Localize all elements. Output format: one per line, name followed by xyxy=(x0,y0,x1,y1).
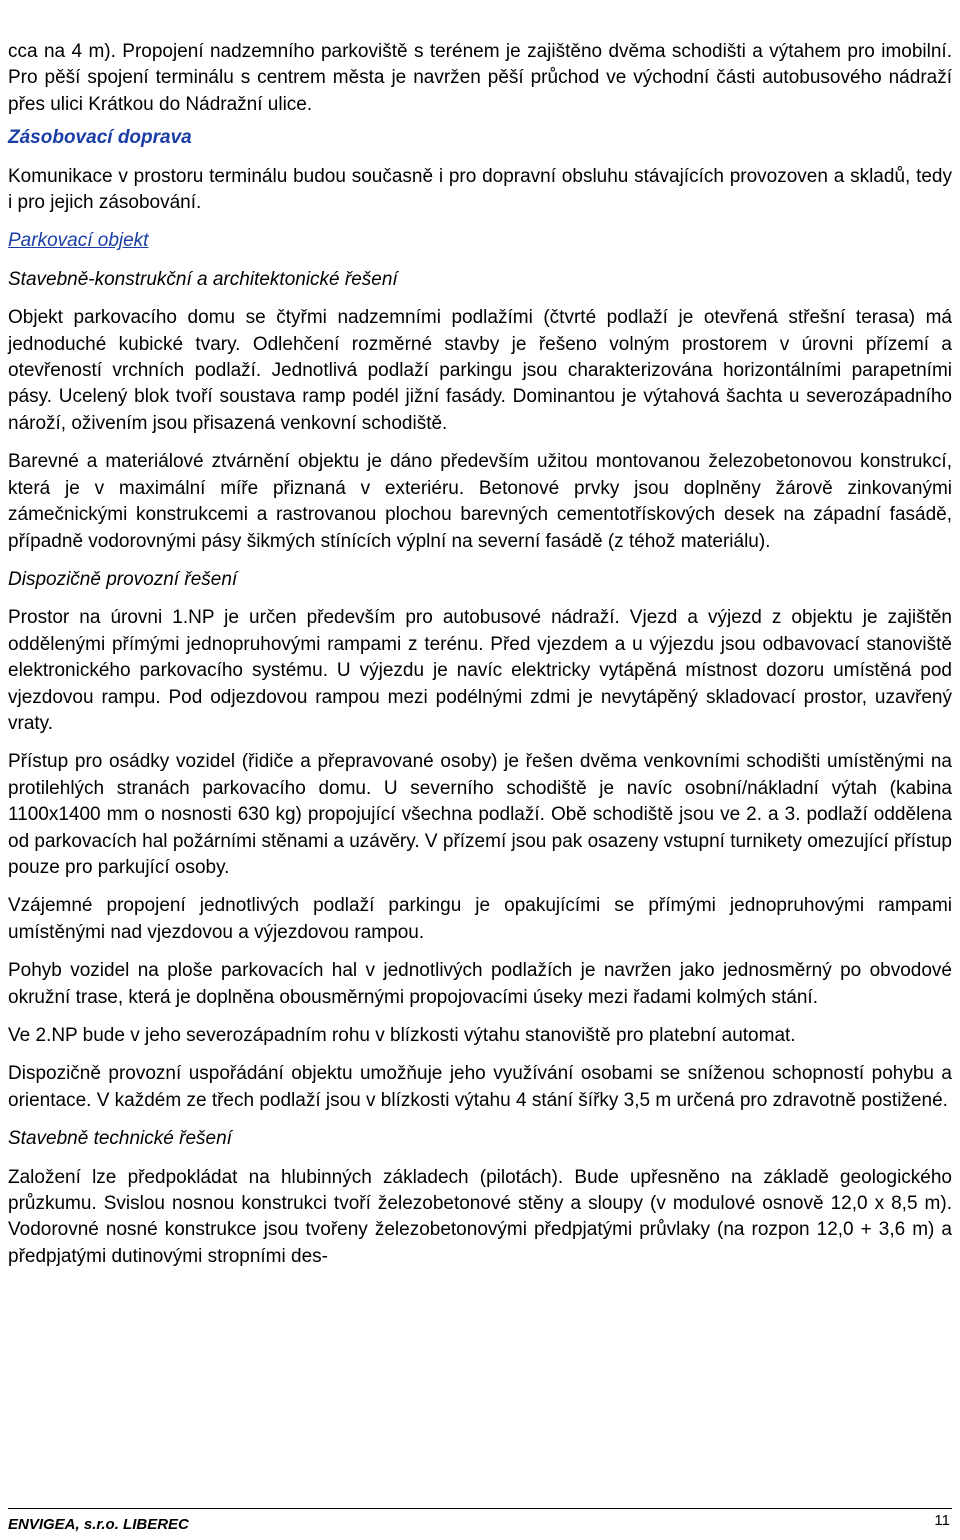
paragraph-intro: cca na 4 m). Propojení nadzemního parkoviště s terénem je zajištěno dvěma schodišti a výtahem pro imobilní. Pro pěší spojení terminálu s centrem města je navržen pěší průchod ve východní části autobusového nádraží přes ulici Krátkou do Nádražní ulice. xyxy=(8,41,952,115)
paragraph-object-description: Objekt parkovacího domu se čtyřmi nadzemními podlažími (čtvrté podlaží je otevřená střešní terasa) má jednoduché kubické tvary. Odlehčení rozměrné stavby je řešeno volným prostorem v úrovni přízemí a otevřeností vrchních podlaží. Jednotlivá podlaží parkingu jsou charakterizována horizontálními parapetními pásy. Ucelený blok tvoří soustava ramp podél jižní fasády. Dominantou je výtahová šachta u severozápadního nároží, oživením jsou přisazená venkovní schodiště. xyxy=(8,307,952,434)
document-page xyxy=(8,39,952,1270)
paragraph-payment: Ve 2.NP bude v jeho severozápadním rohu v blízkosti výtahu stanoviště pro platební automat. xyxy=(8,1025,796,1046)
paragraph-ramps: Vzájemné propojení jednotlivých podlaží parkingu je opakujícími se přímými jednopruhovými rampami umístěnými nad vjezdovou a výjezdovou rampou. xyxy=(8,895,952,943)
paragraph-materials: Barevné a materiálové ztvárnění objektu je dáno především užitou montovanou železobetonovou konstrukcí, která je v maximální míře přiznaná v exteriéru. Betonové prvky jsou doplněny žárově zinkovanými zámečnickými konstrukcemi a rastrovanou plochou barevných cementotřískových desek na západní fasádě, případně vodorovnými pásy šikmých stínících výplní na severní fasádě (z téhož materiálu). xyxy=(8,451,952,552)
heading-parking-object: Parkovací objekt xyxy=(8,230,149,252)
subheading-structural-architectural: Stavebně-konstrukční a architektonické řešení xyxy=(8,268,398,290)
paragraph-ground-floor: Prostor na úrovni 1.NP je určen především pro autobusové nádraží. Vjezd a výjezd z objektu je zajištěn oddělenými přímými jednopruhovými rampami z terénu. Před vjezdem a u výjezdu jsou odbavovací stanoviště elektronického parkovacího systému. U výjezdu je navíc elektricky vytápěná místnost dozoru umístěná pod vjezdovou rampu. Pod odjezdovou rampou mezi podélnými zdmi je nevytápěný skladovací prostor, uzavřený vraty. xyxy=(8,607,952,734)
paragraph-foundations: Založení lze předpokládat na hlubinných základech (pilotách). Bude upřesněno na základě geologického průzkumu. Svislou nosnou konstrukci tvoří železobetonové stěny a sloupy (v modulové osnově 12,0 x 8,5 m). Vodorovné nosné konstrukce jsou tvořeny železobetonovými předpjatými průvlaky (na rozpon 12,0 + 3,6 m) a předpjatými dutinovými stropními des- xyxy=(8,1166,952,1267)
subheading-layout-operation: Dispozičně provozní řešení xyxy=(8,568,238,590)
page-number: 11 xyxy=(934,1512,950,1529)
subheading-technical: Stavebně technické řešení xyxy=(8,1128,232,1150)
footer-company: ENVIGEA, s.r.o. LIBEREC xyxy=(8,1516,189,1533)
paragraph-accessibility: Dispozičně provozní uspořádání objektu umožňuje jeho využívání osobami se sníženou schopností pohybu a orientace. V každém ze třech podlaží jsou v blízkosti výtahu 4 stání šířky 3,5 m určená pro zdravotně postižené. xyxy=(8,1063,952,1111)
footer-divider xyxy=(8,1508,952,1509)
heading-supply-transport: Zásobovací doprava xyxy=(8,127,192,149)
paragraph-traffic-flow: Pohyb vozidel na ploše parkovacích hal v jednotlivých podlažích je navržen jako jednosměrný po obvodové okružní trase, která je doplněna obousměrnými propojovacími úseky mezi řadami kolmých stání. xyxy=(8,960,952,1008)
paragraph-supply: Komunikace v prostoru terminálu budou současně i pro dopravní obsluhu stávajících provozoven a skladů, tedy i pro jejich zásobování. xyxy=(8,165,952,214)
paragraph-access: Přístup pro osádky vozidel (řidiče a přepravované osoby) je řešen dvěma venkovními schodišti umístěnými na protilehlých stranách parkovacího domu. U severního schodiště je navíc osobní/nákladní výtah (kabina 1100x1400 mm o nosnosti 630 kg) propojující všechna podlaží. Obě schodiště jsou ve 2. a 3. podlaží oddělena od parkovacích hal požárními stěnami a uzávěry. V přízemí jsou pak osazeny vstupní turnikety omezující přístup pouze pro parkující osoby. xyxy=(8,751,952,878)
